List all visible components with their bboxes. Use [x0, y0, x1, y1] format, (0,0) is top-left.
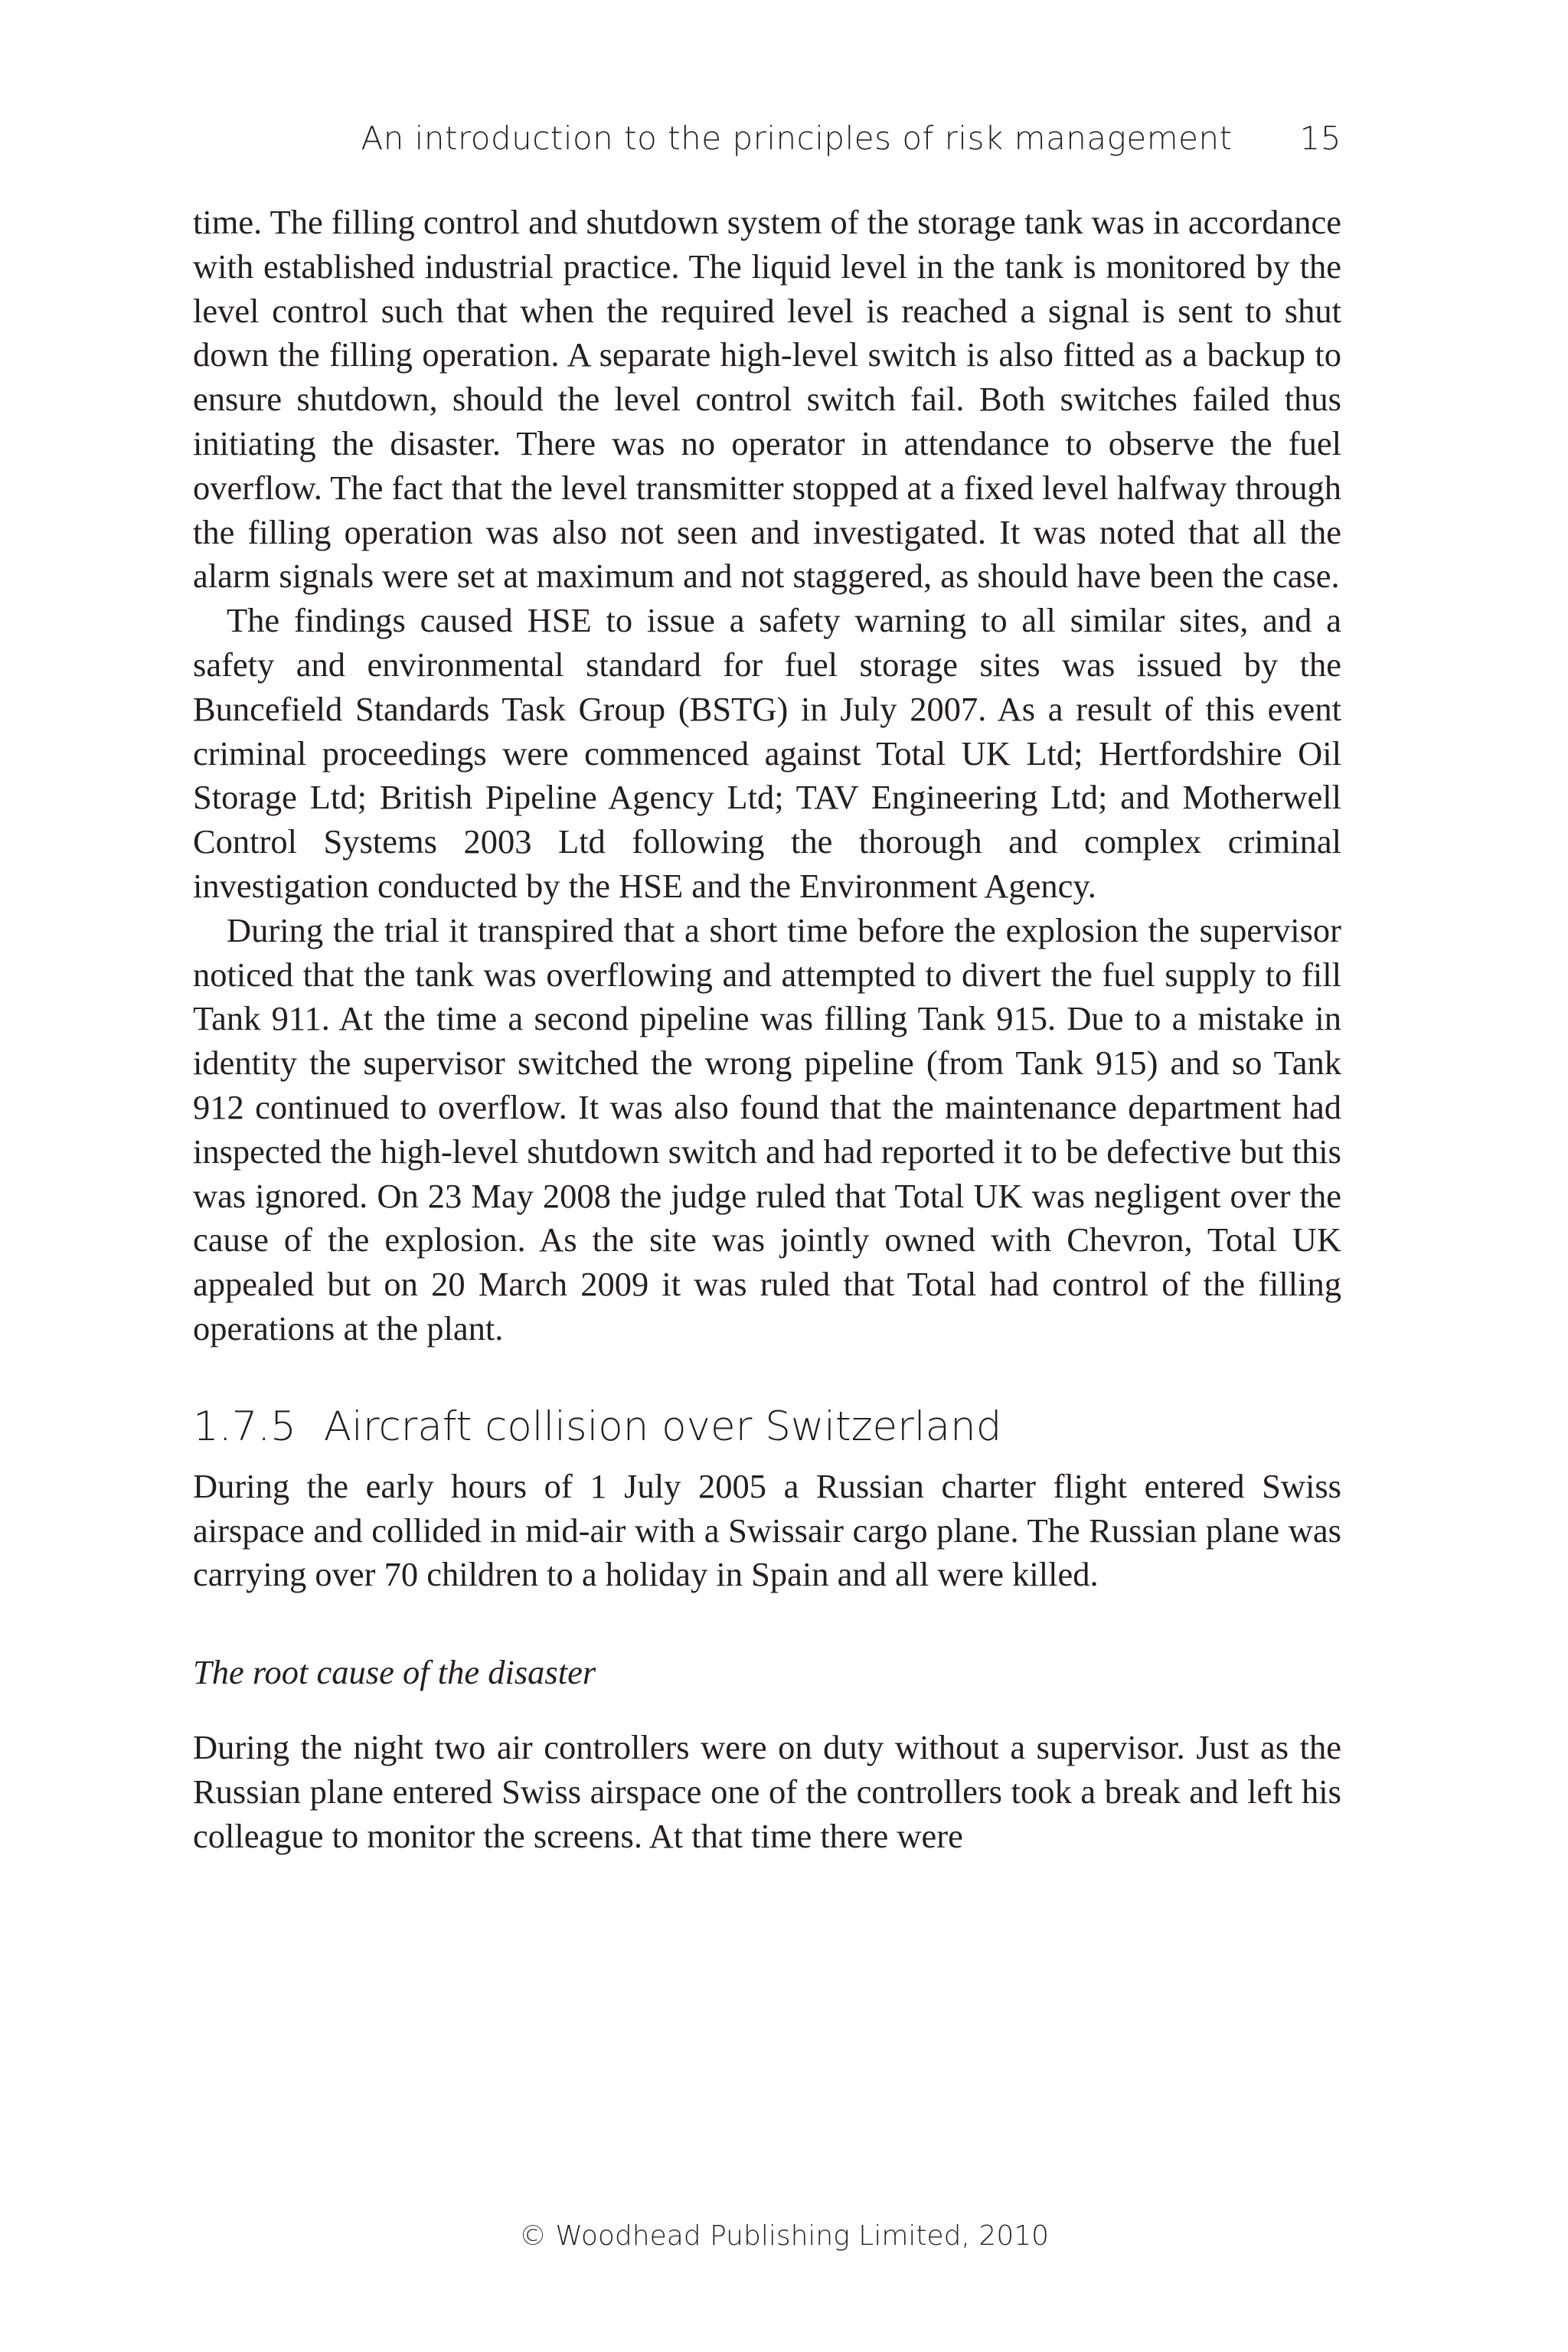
section-title: Aircraft collision over Switzerland: [323, 1403, 1002, 1450]
subheading-root-cause: The root cause of the disaster: [193, 1653, 596, 1692]
running-head-title: An introduction to the principles of risk management: [361, 119, 1233, 157]
section-number: 1.7.5: [193, 1403, 296, 1450]
copyright-footer: © Woodhead Publishing Limited, 2010: [518, 2220, 1050, 2252]
paragraph-continuation: time. The filling control and shutdown system of the storage tank was in accordance with established industrial practice. The liquid level in the tank is monitored by the level control such that when the required level is reached a signal is sent to shut down the filling operation. A separate high-level switch is also fitted as a backup to ensure shutdown, should the level control switch fail. Both switches failed thus initiating the disaster. There was no operator in attendance to observe the fuel overflow. The fact that the level transmitter stopped at a fixed level halfway through the filling operation was also not seen and investigated. It was noted that all the alarm signals were set at maximum and not staggered, as should have been the case.: [193, 203, 1341, 596]
page-number: 15: [1299, 119, 1341, 157]
paragraph-findings: The findings caused HSE to issue a safety warning to all similar sites, and a safety and environmental standard for fuel storage sites was issued by the Buncefield Standards Task Group (BSTG) in July 2007. As a result of this event criminal proceedings were commenced against Total UK Ltd; Hertfordshire Oil Storage Ltd; British Pipeline Agency Ltd; TAV Engineering Ltd; and Motherwell Control Systems 2003 Ltd following the thorough and complex criminal investigation conducted by the HSE and the Environment Agency.: [193, 601, 1341, 905]
paragraph-collision: During the early hours of 1 July 2005 a Russian charter flight entered Swiss airspace and collided in mid-air with a Swissair cargo plane. The Russian plane was carrying over 70 children to a holiday in Spain and all were killed.: [193, 1466, 1341, 1594]
running-head: [193, 119, 1341, 157]
section-heading: [193, 1400, 1341, 1454]
paragraph-trial: During the trial it transpired that a short time before the explosion the supervisor noticed that the tank was overflowing and attempted to divert the fuel supply to fill Tank 911. At the time a second pipeline was filling Tank 915. Due to a mistake in identity the supervisor switched the wrong pipeline (from Tank 915) and so Tank 912 continued to overflow. It was also found that the maintenance department had inspected the high-level shutdown switch and had reported it to be defective but this was ignored. On 23 May 2008 the judge ruled that Total UK was negligent over the cause of the explosion. As the site was jointly owned with Chevron, Total UK appealed but on 20 March 2009 it was ruled that Total had control of the filling operations at the plant.: [193, 910, 1341, 1348]
paragraph-controllers: During the night two air controllers were on duty without a supervisor. Just as the Russian plane entered Swiss airspace one of the controllers took a break and left his colleague to monitor the screens. At that time there were: [193, 1727, 1341, 1855]
body-text: [193, 201, 1341, 1858]
